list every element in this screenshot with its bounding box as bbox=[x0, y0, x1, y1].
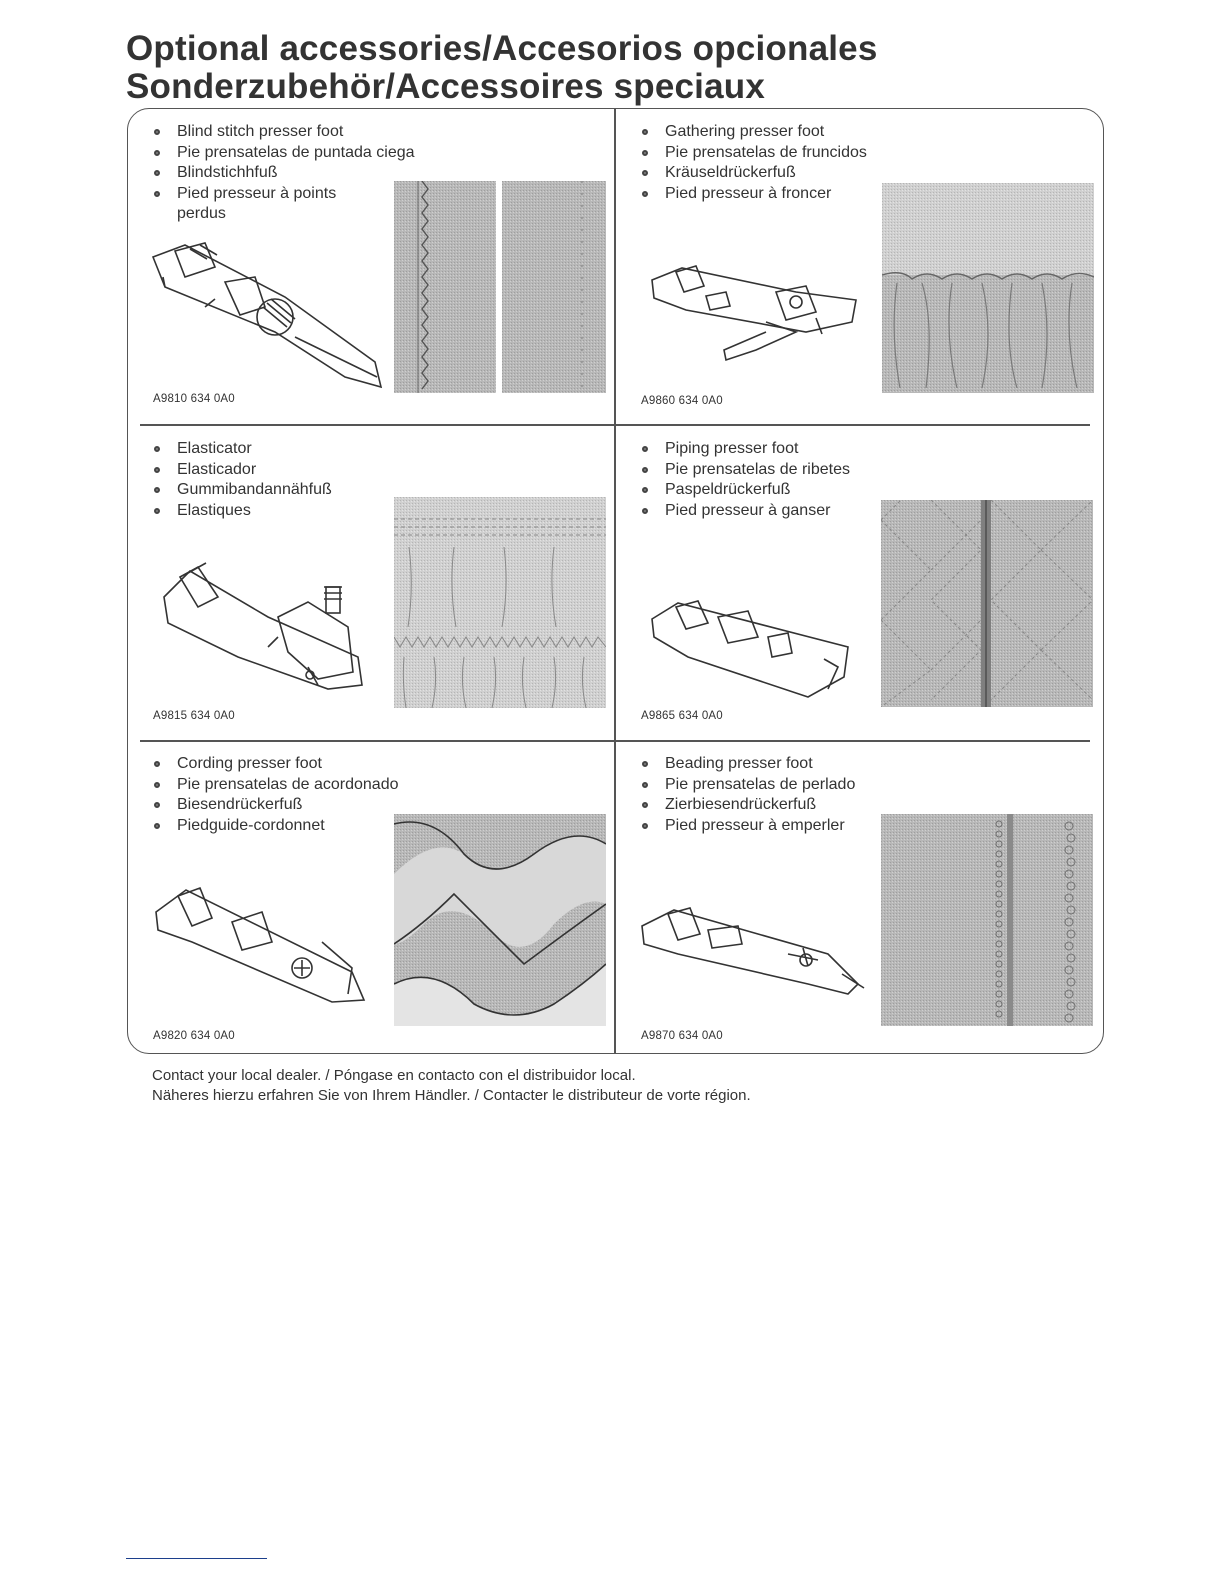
list-item: Pied presseur à ganser bbox=[638, 501, 850, 522]
accessory-gathering bbox=[618, 112, 1088, 422]
accessory-blind-stitch bbox=[130, 112, 600, 422]
list-item: Beading presser foot bbox=[638, 754, 855, 775]
part-number: A9810 634 0A0 bbox=[153, 393, 235, 405]
list-item: Elasticator bbox=[150, 439, 332, 460]
cording-foot-icon bbox=[152, 882, 372, 1022]
page-title-line-2: Sonderzubehör/Accessoires speciaux bbox=[126, 67, 765, 106]
footer-rule bbox=[126, 1558, 267, 1559]
page-title-line-1: Optional accessories/Accesorios opcionales bbox=[126, 29, 878, 68]
part-number: A9815 634 0A0 bbox=[153, 710, 235, 722]
list-item: Pied presseur à froncer bbox=[638, 184, 867, 205]
fabric-sample-image bbox=[881, 500, 1093, 707]
contact-note-line-2: Näheres hierzu erfahren Sie von Ihrem Händler. / Contacter le distributeur de vorte région. bbox=[152, 1087, 751, 1104]
list-item: Piping presser foot bbox=[638, 439, 850, 460]
piping-foot-icon bbox=[648, 597, 858, 707]
part-number: A9820 634 0A0 bbox=[153, 1030, 235, 1042]
list-item: Pie prensatelas de perlado bbox=[638, 775, 855, 796]
accessory-elasticator bbox=[130, 429, 600, 739]
fabric-sample-image bbox=[394, 497, 606, 708]
list-item: Kräuseldrückerfuß bbox=[638, 163, 867, 184]
list-item: Zierbiesendrückerfuß bbox=[638, 795, 855, 816]
row-divider bbox=[140, 424, 1090, 426]
list-item: Pie prensatelas de ribetes bbox=[638, 460, 850, 481]
gathering-foot-icon bbox=[646, 262, 866, 372]
list-item: Pie prensatelas de acordonado bbox=[150, 775, 399, 796]
list-item: Gummibandannähfuß bbox=[150, 480, 332, 501]
accessory-names bbox=[638, 439, 850, 521]
list-item: Elastiques bbox=[150, 501, 332, 522]
elasticator-foot-icon bbox=[158, 557, 388, 707]
accessory-piping bbox=[618, 429, 1088, 739]
list-item: Paspeldrückerfuß bbox=[638, 480, 850, 501]
list-item: Elasticador bbox=[150, 460, 332, 481]
list-item: Pied presseur à points perdus bbox=[150, 184, 362, 225]
accessory-names bbox=[638, 122, 867, 204]
list-item: Gathering presser foot bbox=[638, 122, 867, 143]
list-item: Pie prensatelas de puntada ciega bbox=[150, 143, 415, 164]
accessory-names bbox=[150, 439, 332, 521]
list-item: Piedguide-cordonnet bbox=[150, 816, 399, 837]
column-divider bbox=[614, 108, 616, 1054]
list-item: Biesendrückerfuß bbox=[150, 795, 399, 816]
blind-stitch-foot-icon bbox=[145, 237, 385, 397]
fabric-sample-image bbox=[882, 183, 1094, 393]
row-divider bbox=[140, 740, 1090, 742]
list-item: Pie prensatelas de fruncidos bbox=[638, 143, 867, 164]
accessory-beading bbox=[618, 744, 1088, 1054]
list-item: Blindstichhfuß bbox=[150, 163, 415, 184]
accessory-names bbox=[150, 122, 415, 225]
list-item: Cording presser foot bbox=[150, 754, 399, 775]
fabric-sample-image bbox=[394, 181, 496, 393]
part-number: A9865 634 0A0 bbox=[641, 710, 723, 722]
contact-note-line-1: Contact your local dealer. / Póngase en contacto con el distribuidor local. bbox=[152, 1067, 636, 1084]
fabric-sample-image bbox=[881, 814, 1093, 1026]
beading-foot-icon bbox=[638, 904, 868, 1004]
part-number: A9870 634 0A0 bbox=[641, 1030, 723, 1042]
fabric-sample-image bbox=[502, 181, 606, 393]
list-item: Blind stitch presser foot bbox=[150, 122, 415, 143]
fabric-sample-image bbox=[394, 814, 606, 1026]
part-number: A9860 634 0A0 bbox=[641, 395, 723, 407]
accessory-cording bbox=[130, 744, 600, 1054]
accessory-names bbox=[150, 754, 399, 836]
list-item: Pied presseur à emperler bbox=[638, 816, 855, 837]
accessory-names bbox=[638, 754, 855, 836]
